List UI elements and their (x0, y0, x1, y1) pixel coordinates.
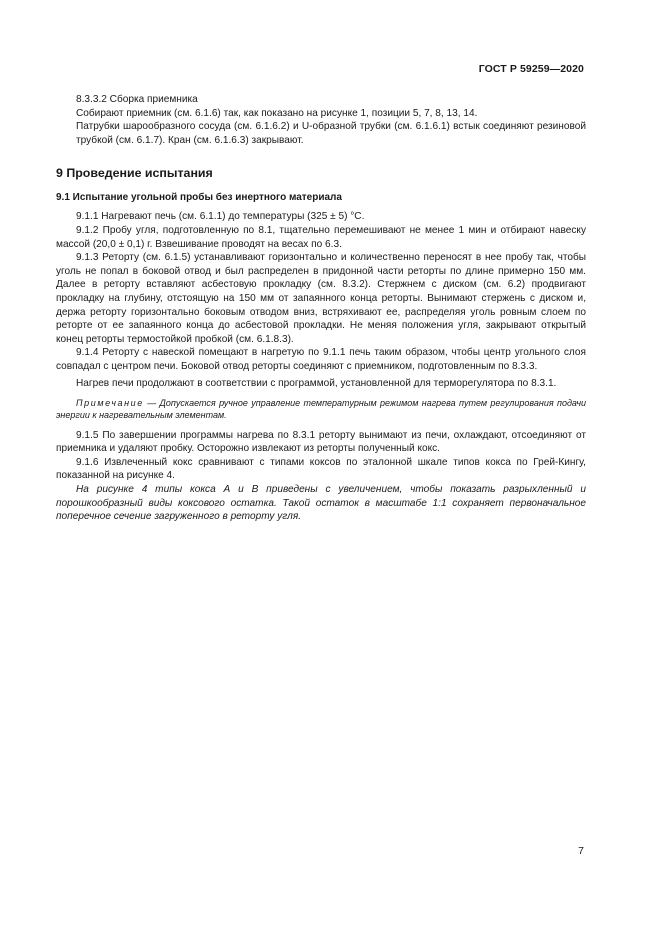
paragraph-8-3-3-2-title: 8.3.3.2 Сборка приемника (76, 94, 198, 105)
paragraph-9-1-6-italic: На рисунке 4 типы кокса А и В приведены с увеличением, чтобы показать разрыхленный и порошкообразный виды коксового остатка. Такой остаток в масштабе 1:1 сохраняет первоначальное поперечное сечение загруженного в реторту угля. (56, 484, 586, 523)
section-9-title: 9 Проведение испытания (56, 166, 213, 181)
paragraph-9-1-3: 9.1.3 Реторту (см. 6.1.5) устанавливают горизонтально и количественно переносят в нее пробу так, чтобы уголь не попал в боковой отвод и был распределен в придонной части реторты по длине примерно 150 мм. Далее в реторту вставляют асбестовую прокладку (см. 8.3.2). Стержнем с диском (см. 6.2) продвигают прокладку на глубину, отстоящую на 150 мм от запаянного конца реторты. Вынимают стержень с диском и, держа реторту горизонтально боковым отводом вниз, встряхивают ее, распределяя уголь ровным слоем по реторте от ее запаянного конца до асбестовой прокладки. Не меняя положения угля, закрывают открытый конец реторты термостойкой пробкой (см. 6.1.8.3). (56, 252, 586, 345)
paragraph-9-1-5: 9.1.5 По завершении программы нагрева по 8.3.1 реторту вынимают из печи, охлаждают, отсоединяют от приемника и удаляют пробку. Осторожно извлекают из реторты полученный кокс. (56, 429, 586, 455)
note (56, 397, 586, 422)
note-label: Примечание (76, 398, 144, 409)
standard-code-header: ГОСТ Р 59259—2020 (478, 63, 584, 75)
paragraph-9-1-4: 9.1.4 Реторту с навеской помещают в нагретую по 9.1.1 печь таким образом, чтобы центр угольного слоя совпадал с центром печи. Боковой отвод реторты соединяют с приемником, подготовленным по 8.3.3. (56, 347, 586, 372)
paragraph-9-1-2: 9.1.2 Пробу угля, подготовленную по 8.1, тщательно перемешивают не менее 1 мин и отбирают навеску массой (20,0 ± 0,1) г. Взвешивание проводят на весах по 6.3. (56, 224, 586, 250)
paragraph-9-1-6: 9.1.6 Извлеченный кокс сравнивают с типами коксов по эталонной шкале типов кокса по Грей-Кингу, показанной на рисунке 4. (56, 456, 586, 482)
page-number: 7 (578, 845, 584, 857)
paragraph-8-3-3-2-text1: Собирают приемник (см. 6.1.6) так, как показано на рисунке 1, позиции 5, 7, 8, 13, 14. (76, 107, 478, 119)
paragraph-9-1-4-b: Нагрев печи продолжают в соответствии с программой, установленной для терморегулятора по 8.3.1. (76, 377, 557, 389)
page-content (56, 93, 586, 524)
paragraph-8-3-3-2-text2: Патрубки шарообразного сосуда (см. 6.1.6.2) и U-образной трубки (см. 6.1.6.1) встык соединяют резиновой трубкой (см. 6.1.7). Кран (см. 6.1.6.3) закрывают. (76, 121, 586, 146)
paragraph-9-1-1: 9.1.1 Нагревают печь (см. 6.1.1) до температуры (325 ± 5) °С. (76, 211, 365, 223)
section-9-1-title: 9.1 Испытание угольной пробы без инертного материала (56, 192, 342, 204)
note-text: — Допускается ручное управление температурным режимом нагрева путем регулирования подачи энергии к нагревательным элементам. (56, 398, 586, 421)
